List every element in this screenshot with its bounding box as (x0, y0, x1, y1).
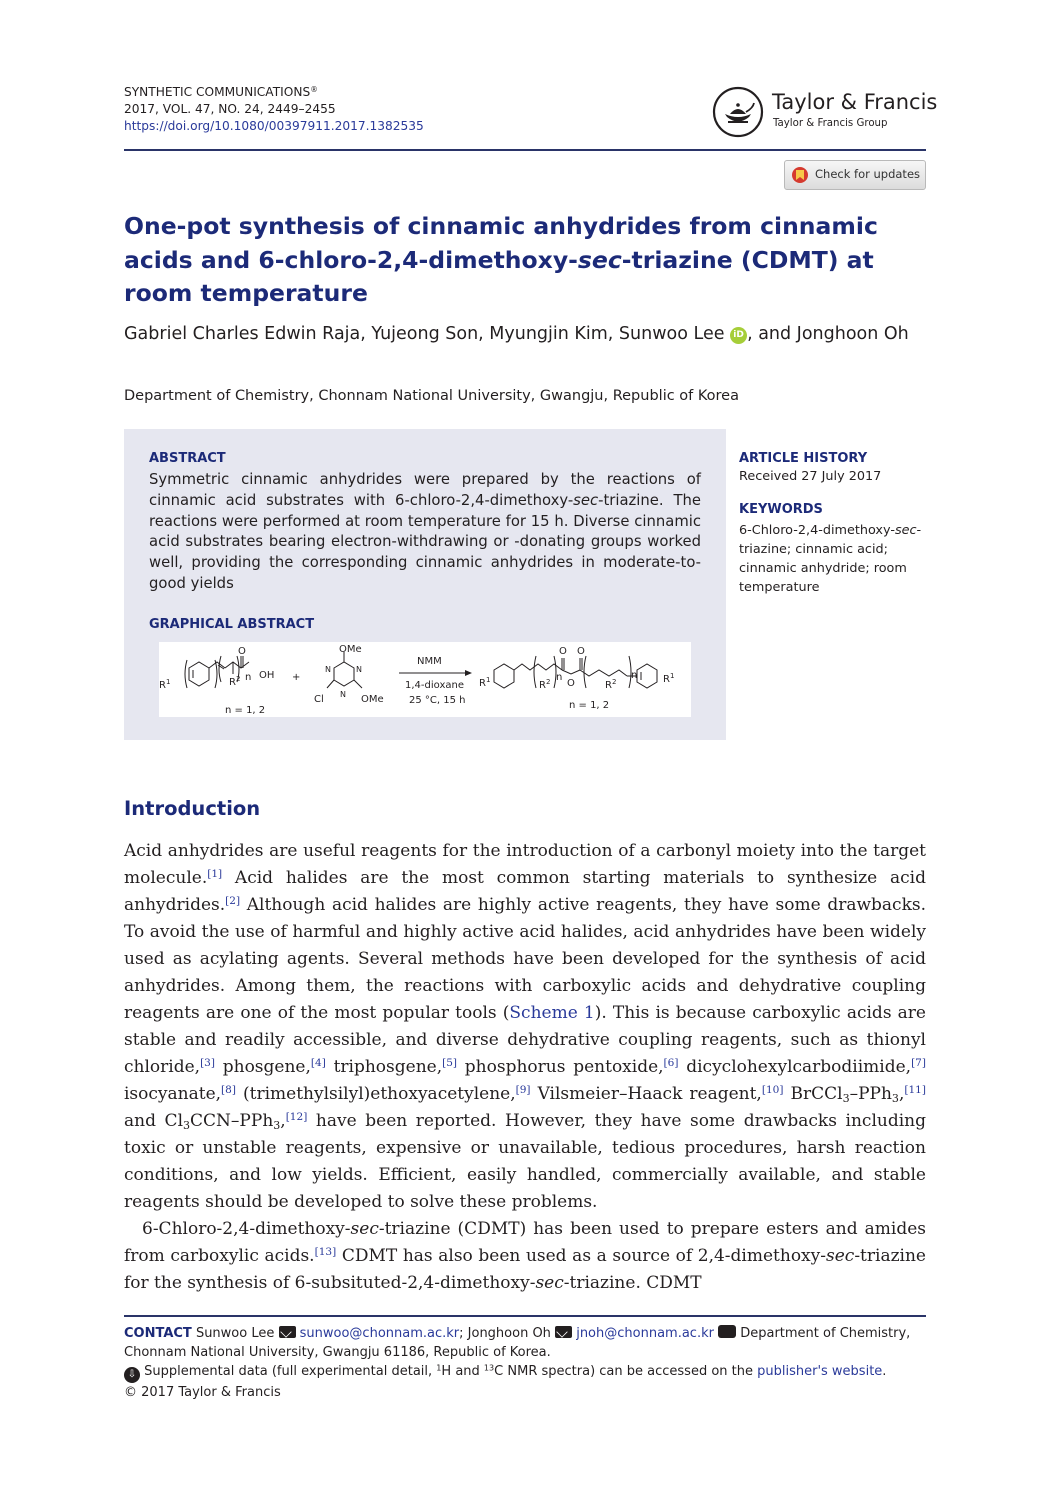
product-o-left: O (559, 646, 567, 657)
email-icon (555, 1326, 572, 1338)
keywords-list: 6-Chloro-2,4-dimethoxy-sec-triazine; cinnamic acid; cinnamic anhydride; room temperature (739, 523, 922, 595)
citation-link[interactable]: [3] (200, 1057, 215, 1070)
citation-link[interactable]: [13] (314, 1246, 337, 1259)
scheme-link[interactable]: Scheme 1 (509, 1003, 595, 1023)
publisher-logo[interactable] (712, 86, 938, 138)
affiliation: Department of Chemistry, Chonnam National University, Gwangju, Republic of Korea (124, 388, 739, 404)
introduction-body (124, 838, 926, 1297)
graphical-abstract-heading: GRAPHICAL ABSTRACT (149, 617, 315, 632)
teapot-logo-icon (712, 86, 764, 138)
introduction-heading: Introduction (124, 797, 261, 820)
download-icon: ⇩ (124, 1367, 140, 1383)
citation-link[interactable]: [8] (221, 1084, 236, 1097)
product-r1-left: $R^1$ (479, 676, 491, 689)
check-updates-label: Check for updates (815, 167, 921, 181)
product-n-values: n = 1, 2 (569, 700, 610, 711)
citation-link[interactable]: [5] (442, 1057, 458, 1070)
journal-info (124, 84, 424, 135)
email-link[interactable]: sunwoo@chonnam.ac.kr (299, 1326, 460, 1341)
n-label: n (245, 672, 252, 683)
solvent-label: 1,4-dioxane (405, 680, 464, 691)
n-ring-label: N (325, 665, 331, 674)
author-list: Gabriel Charles Edwin Raja, Yujeong Son, Myungjin Kim, Sunwoo Lee iD , and Jonghoon Oh (124, 324, 909, 344)
citation-link[interactable]: [7] (911, 1057, 926, 1070)
article-title: One-pot synthesis of cinnamic anhydrides from cinnamic acids and 6-chloro-2,4-dimethoxy-sec-triazine (CDMT) at room temperature (124, 212, 878, 307)
paragraph: Acid anhydrides are useful reagents for the introduction of a carbonyl moiety into the target molecule.[1] Acid halides are the most common starting materials to synthesize acid anhydrides.[2] Although acid halides are highly active reagents, they have some drawbacks. To avoid the use of harmful and highly active acid halides, acid anhydrides have been widely used as acylating agents. Several methods have been developed for the synthesis of acid anhydrides. Among them, the reactions with carboxylic acids and dehydrative coupling reagents are one of the most popular tools (Scheme 1). This is because carboxylic acids are stable and readily accessible, and diverse dehydrative coupling reagents, such as thionyl chloride,[3] phosgene,[4] triphosgene,[5] phosphorus pentoxide,[6] dicyclohexylcarbodiimide,[7] isocyanate,[8] (trimethylsilyl)ethoxyacetylene,[9] Vilsmeier–Haack reagent,[10] BrCCl$_3$–PPh$_3$,[11] and $Cl_3CCN-PPh_3,[12]$ have been reported. However, they have some drawbacks including toxic or unstable reagents, expensive or unavailable, tedious procedures, harsh reaction conditions, and low yields. Efficient, easily handled, commercially available, and stable reagents should be developed to solve these problems. (124, 841, 926, 1212)
ome-right-label: OMe (361, 694, 384, 705)
cl-label: Cl (314, 694, 324, 705)
citation-link[interactable]: [11] (904, 1084, 926, 1097)
orcid-icon[interactable]: iD (730, 327, 747, 344)
product-n-right: n (631, 670, 638, 681)
email-icon (279, 1326, 296, 1338)
footer-rule (124, 1315, 926, 1317)
address-icon (718, 1325, 736, 1338)
acid-o-label: O (238, 646, 246, 657)
n-ring-label: N (340, 690, 346, 699)
publisher-name: Taylor & Francis (772, 90, 938, 114)
publisher-website-link[interactable]: publisher's website (757, 1364, 883, 1379)
received-date: Received 27 July 2017 (739, 469, 882, 484)
citation-link[interactable]: [12] (285, 1111, 308, 1124)
ome-top-label: OMe (339, 644, 362, 655)
n-ring-label: N (356, 665, 362, 674)
reagent-label: NMM (417, 656, 442, 667)
graphical-abstract-scheme (159, 642, 691, 717)
header-rule (124, 149, 926, 151)
check-for-updates-button[interactable] (784, 160, 926, 190)
product-r2-right: $R^2$ (605, 678, 617, 691)
volume-line: 2017, VOL. 47, NO. 24, 2449–2455 (124, 102, 336, 116)
product-n-left: n (556, 672, 563, 683)
r1-label: $R^1$ (159, 678, 171, 691)
email-link[interactable]: jnoh@chonnam.ac.kr (576, 1326, 714, 1341)
product-r1-right: $R^1$ (663, 672, 675, 685)
citation-link[interactable]: [9] (515, 1084, 531, 1097)
n-values: n = 1, 2 (225, 705, 266, 716)
cinnamic-acid-structure (185, 656, 252, 688)
r2-label: $R^2$ (229, 675, 241, 688)
citation-link[interactable]: [2] (225, 895, 241, 908)
footer-notes (124, 1324, 926, 1402)
abstract-heading: ABSTRACT (149, 451, 226, 466)
oh-label: OH (259, 670, 275, 681)
article-history-heading: ARTICLE HISTORY (739, 451, 868, 466)
citation-link[interactable]: [4] (310, 1057, 326, 1070)
product-o-right: O (577, 646, 585, 657)
product-o-bridge: O (567, 678, 575, 689)
contact-note: CONTACT Sunwoo Lee sunwoo@chonnam.ac.kr; Jonghoon Oh jnoh@chonnam.ac.kr Department of Chemistry, Chonnam National University, Gwangju 61186, Republic of Korea. (124, 1326, 911, 1360)
keywords-heading: KEYWORDS (739, 502, 823, 517)
citation-link[interactable]: [10] (761, 1084, 784, 1097)
contact-label: CONTACT (124, 1326, 192, 1341)
copyright: © 2017 Taylor & Francis (124, 1385, 281, 1400)
doi-link[interactable]: https://doi.org/10.1080/00397911.2017.1382535 (124, 119, 424, 133)
journal-name: SYNTHETIC COMMUNICATIONS® (124, 84, 318, 99)
abstract-text: Symmetric cinnamic anhydrides were prepared by the reactions of cinnamic acid substrates with 6-chloro-2,4-dimethoxy-sec-triazine. The reactions were performed at room temperature for 15 h. Diverse cinnamic acid substrates bearing electron-withdrawing or -donating groups worked well, providing the corresponding cinnamic anhydrides in moderate-to-good yields (149, 471, 701, 592)
publisher-group: Taylor & Francis Group (773, 118, 888, 129)
plus-sign: + (292, 672, 301, 683)
bookmark-icon (792, 167, 808, 183)
paragraph: 6-Chloro-2,4-dimethoxy-sec-triazine (CDMT) has been used to prepare esters and amides from carboxylic acids.[13] CDMT has also been used as a source of 2,4-dimethoxy-sec-triazine for the synthesis of 6-subsituted-2,4-dimethoxy-sec-triazine. CDMT (124, 1219, 926, 1293)
conditions-label: 25 °C, 15 h (409, 695, 466, 706)
supplemental-note: ⇩ Supplemental data (full experimental detail, $^1$H and $^{13}$C NMR spectra) can be accessed on the publisher's website. (124, 1362, 926, 1383)
citation-link[interactable]: [1] (207, 868, 223, 881)
citation-link[interactable]: [6] (663, 1057, 679, 1070)
product-r2-left: $R^2$ (539, 678, 551, 691)
